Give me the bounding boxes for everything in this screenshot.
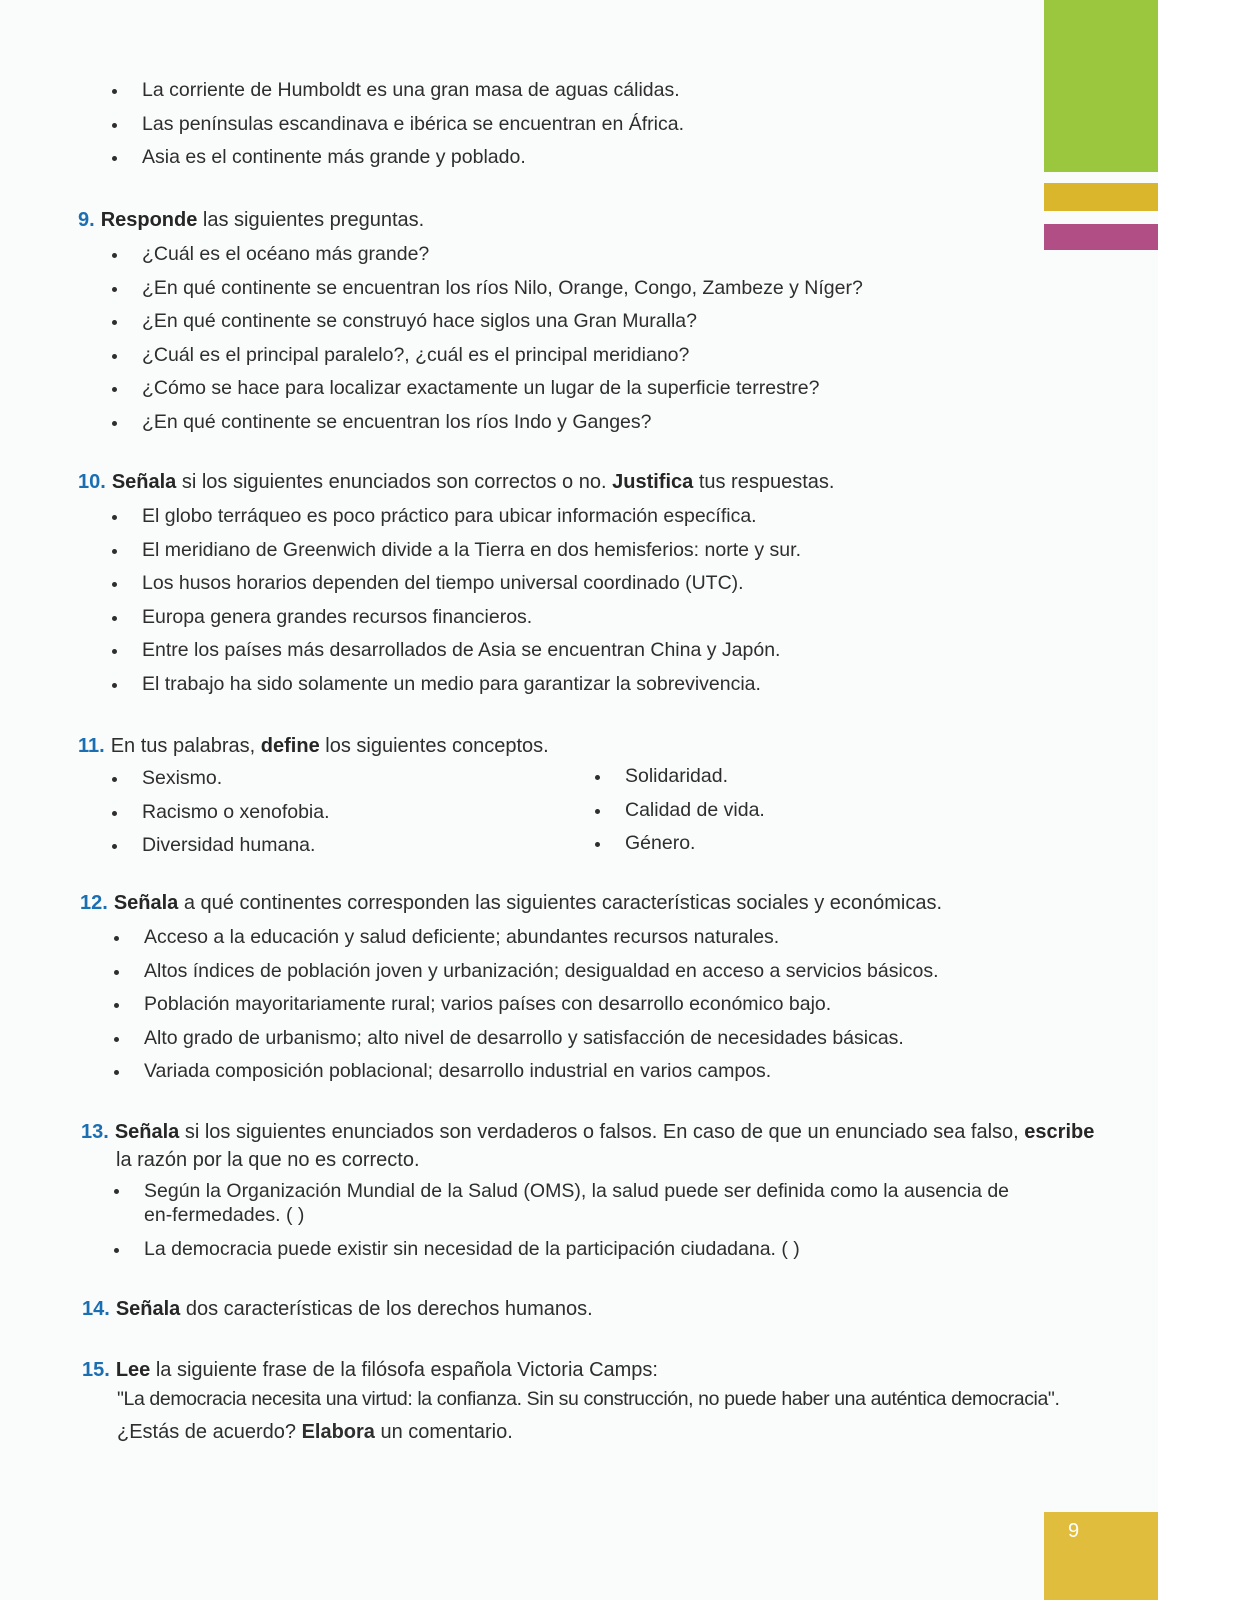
question-number: 15. (82, 1359, 110, 1381)
question-text: las siguientes preguntas. (197, 209, 425, 231)
question-13-continuation: la razón por la que no es correcto. (116, 1149, 420, 1171)
color-tab-gold (1044, 183, 1158, 211)
list-item: Diversidad humana. (112, 829, 330, 863)
action-verb: Justifica (612, 471, 694, 493)
question-12-list (114, 921, 939, 1089)
list-item: ¿En qué continente se construyó hace siglos una Gran Muralla? (112, 305, 863, 339)
page-number: 9 (1068, 1520, 1080, 1542)
question-11-list-left (112, 762, 330, 863)
list-item: Racismo o xenofobia. (112, 796, 330, 830)
list-item: El meridiano de Greenwich divide a la Tierra en dos hemisferios: norte y sur. (112, 534, 801, 568)
list-item: Según la Organización Mundial de la Salud (OMS), la salud puede ser definida como la ausencia de en-fermedades. ( ) (114, 1176, 1019, 1233)
question-number: 13. (81, 1121, 109, 1143)
list-item: La corriente de Humboldt es una gran masa de aguas cálidas. (112, 74, 684, 108)
question-11-list-right (595, 760, 765, 861)
question-15-prompt (117, 1421, 513, 1444)
action-verb: Lee (115, 1359, 151, 1381)
list-item: Acceso a la educación y salud deficiente; abundantes recursos naturales. (114, 921, 939, 955)
list-item: Los husos horarios dependen del tiempo universal coordinado (UTC). (112, 567, 801, 601)
list-item: Variada composición poblacional; desarrollo industrial en varios campos. (114, 1055, 939, 1089)
question-number: 12. (80, 892, 108, 914)
question-text: un comentario. (374, 1421, 513, 1443)
list-item: Entre los países más desarrollados de Asia se encuentran China y Japón. (112, 634, 801, 668)
philosopher-quote: "La democracia necesita una virtud: la confianza. Sin su construcción, no puede haber una auténtica democracia". (117, 1388, 1060, 1410)
list-item: Población mayoritariamente rural; varios países con desarrollo económico bajo. (114, 988, 939, 1022)
question-9-list (112, 238, 863, 439)
question-10-list (112, 500, 801, 701)
question-11-heading (78, 731, 549, 761)
list-item: Europa genera grandes recursos financieros. (112, 601, 801, 635)
question-text: a qué continentes corresponden las siguientes características sociales y económicas. (178, 892, 943, 914)
question-text: si los siguientes enunciados son verdaderos o falsos. En caso de que un enunciado sea falso, (179, 1121, 1025, 1143)
list-item: Asia es el continente más grande y poblado. (112, 141, 684, 175)
question-10-heading (78, 467, 834, 497)
list-item: Solidaridad. (595, 760, 765, 794)
question-13-heading (81, 1117, 1094, 1147)
list-item: Calidad de vida. (595, 794, 765, 828)
list-item: El trabajo ha sido solamente un medio para garantizar la sobrevivencia. (112, 668, 801, 702)
action-verb: Elabora (301, 1421, 375, 1443)
question-9-heading (78, 205, 424, 235)
action-verb: define (260, 735, 320, 757)
question-number: 14. (82, 1298, 110, 1320)
list-item: ¿Cuál es el océano más grande? (112, 238, 863, 272)
question-number: 10. (78, 471, 106, 493)
color-tab-magenta (1044, 224, 1158, 250)
list-item: ¿Cuál es el principal paralelo?, ¿cuál es el principal meridiano? (112, 339, 863, 373)
question-text: tus respuestas. (693, 471, 835, 493)
top-bullet-list (112, 74, 684, 175)
question-text: ¿Estás de acuerdo? (117, 1421, 302, 1443)
page-number-box (1044, 1512, 1158, 1600)
list-item: ¿En qué continente se encuentran los ríos Nilo, Orange, Congo, Zambeze y Níger? (112, 272, 863, 306)
action-verb: Señala (113, 892, 179, 914)
action-verb: Señala (111, 471, 177, 493)
question-14-heading (82, 1294, 593, 1324)
color-tab-green (1044, 0, 1158, 172)
list-item: Alto grado de urbanismo; alto nivel de desarrollo y satisfacción de necesidades básicas. (114, 1022, 939, 1056)
page-margin (1158, 0, 1236, 1600)
action-verb: Señala (114, 1121, 180, 1143)
action-verb: Señala (115, 1298, 181, 1320)
question-12-heading (80, 888, 942, 918)
list-item: El globo terráqueo es poco práctico para ubicar información específica. (112, 500, 801, 534)
question-text: si los siguientes enunciados son correctos o no. (176, 471, 613, 493)
action-verb: escribe (1024, 1121, 1095, 1143)
list-item: La democracia puede existir sin necesidad de la participación ciudadana. ( ) (114, 1233, 1019, 1267)
list-item: Sexismo. (112, 762, 330, 796)
list-item: Género. (595, 827, 765, 861)
action-verb: Responde (100, 209, 198, 231)
question-15-heading (82, 1355, 658, 1385)
question-number: 11. (78, 735, 105, 757)
list-item: ¿En qué continente se encuentran los ríos Indo y Ganges? (112, 406, 863, 440)
question-text: la siguiente frase de la filósofa española Victoria Camps: (150, 1359, 658, 1381)
question-text: En tus palabras, (110, 735, 261, 757)
list-item: Altos índices de población joven y urbanización; desigualdad en acceso a servicios básicos. (114, 955, 939, 989)
list-item: ¿Cómo se hace para localizar exactamente un lugar de la superficie terrestre? (112, 372, 863, 406)
list-item: Las penínsulas escandinava e ibérica se encuentran en África. (112, 108, 684, 142)
question-text: los siguientes conceptos. (319, 735, 549, 757)
question-13-list (114, 1176, 1019, 1267)
question-number: 9. (78, 209, 95, 231)
question-text: dos características de los derechos humanos. (180, 1298, 593, 1320)
